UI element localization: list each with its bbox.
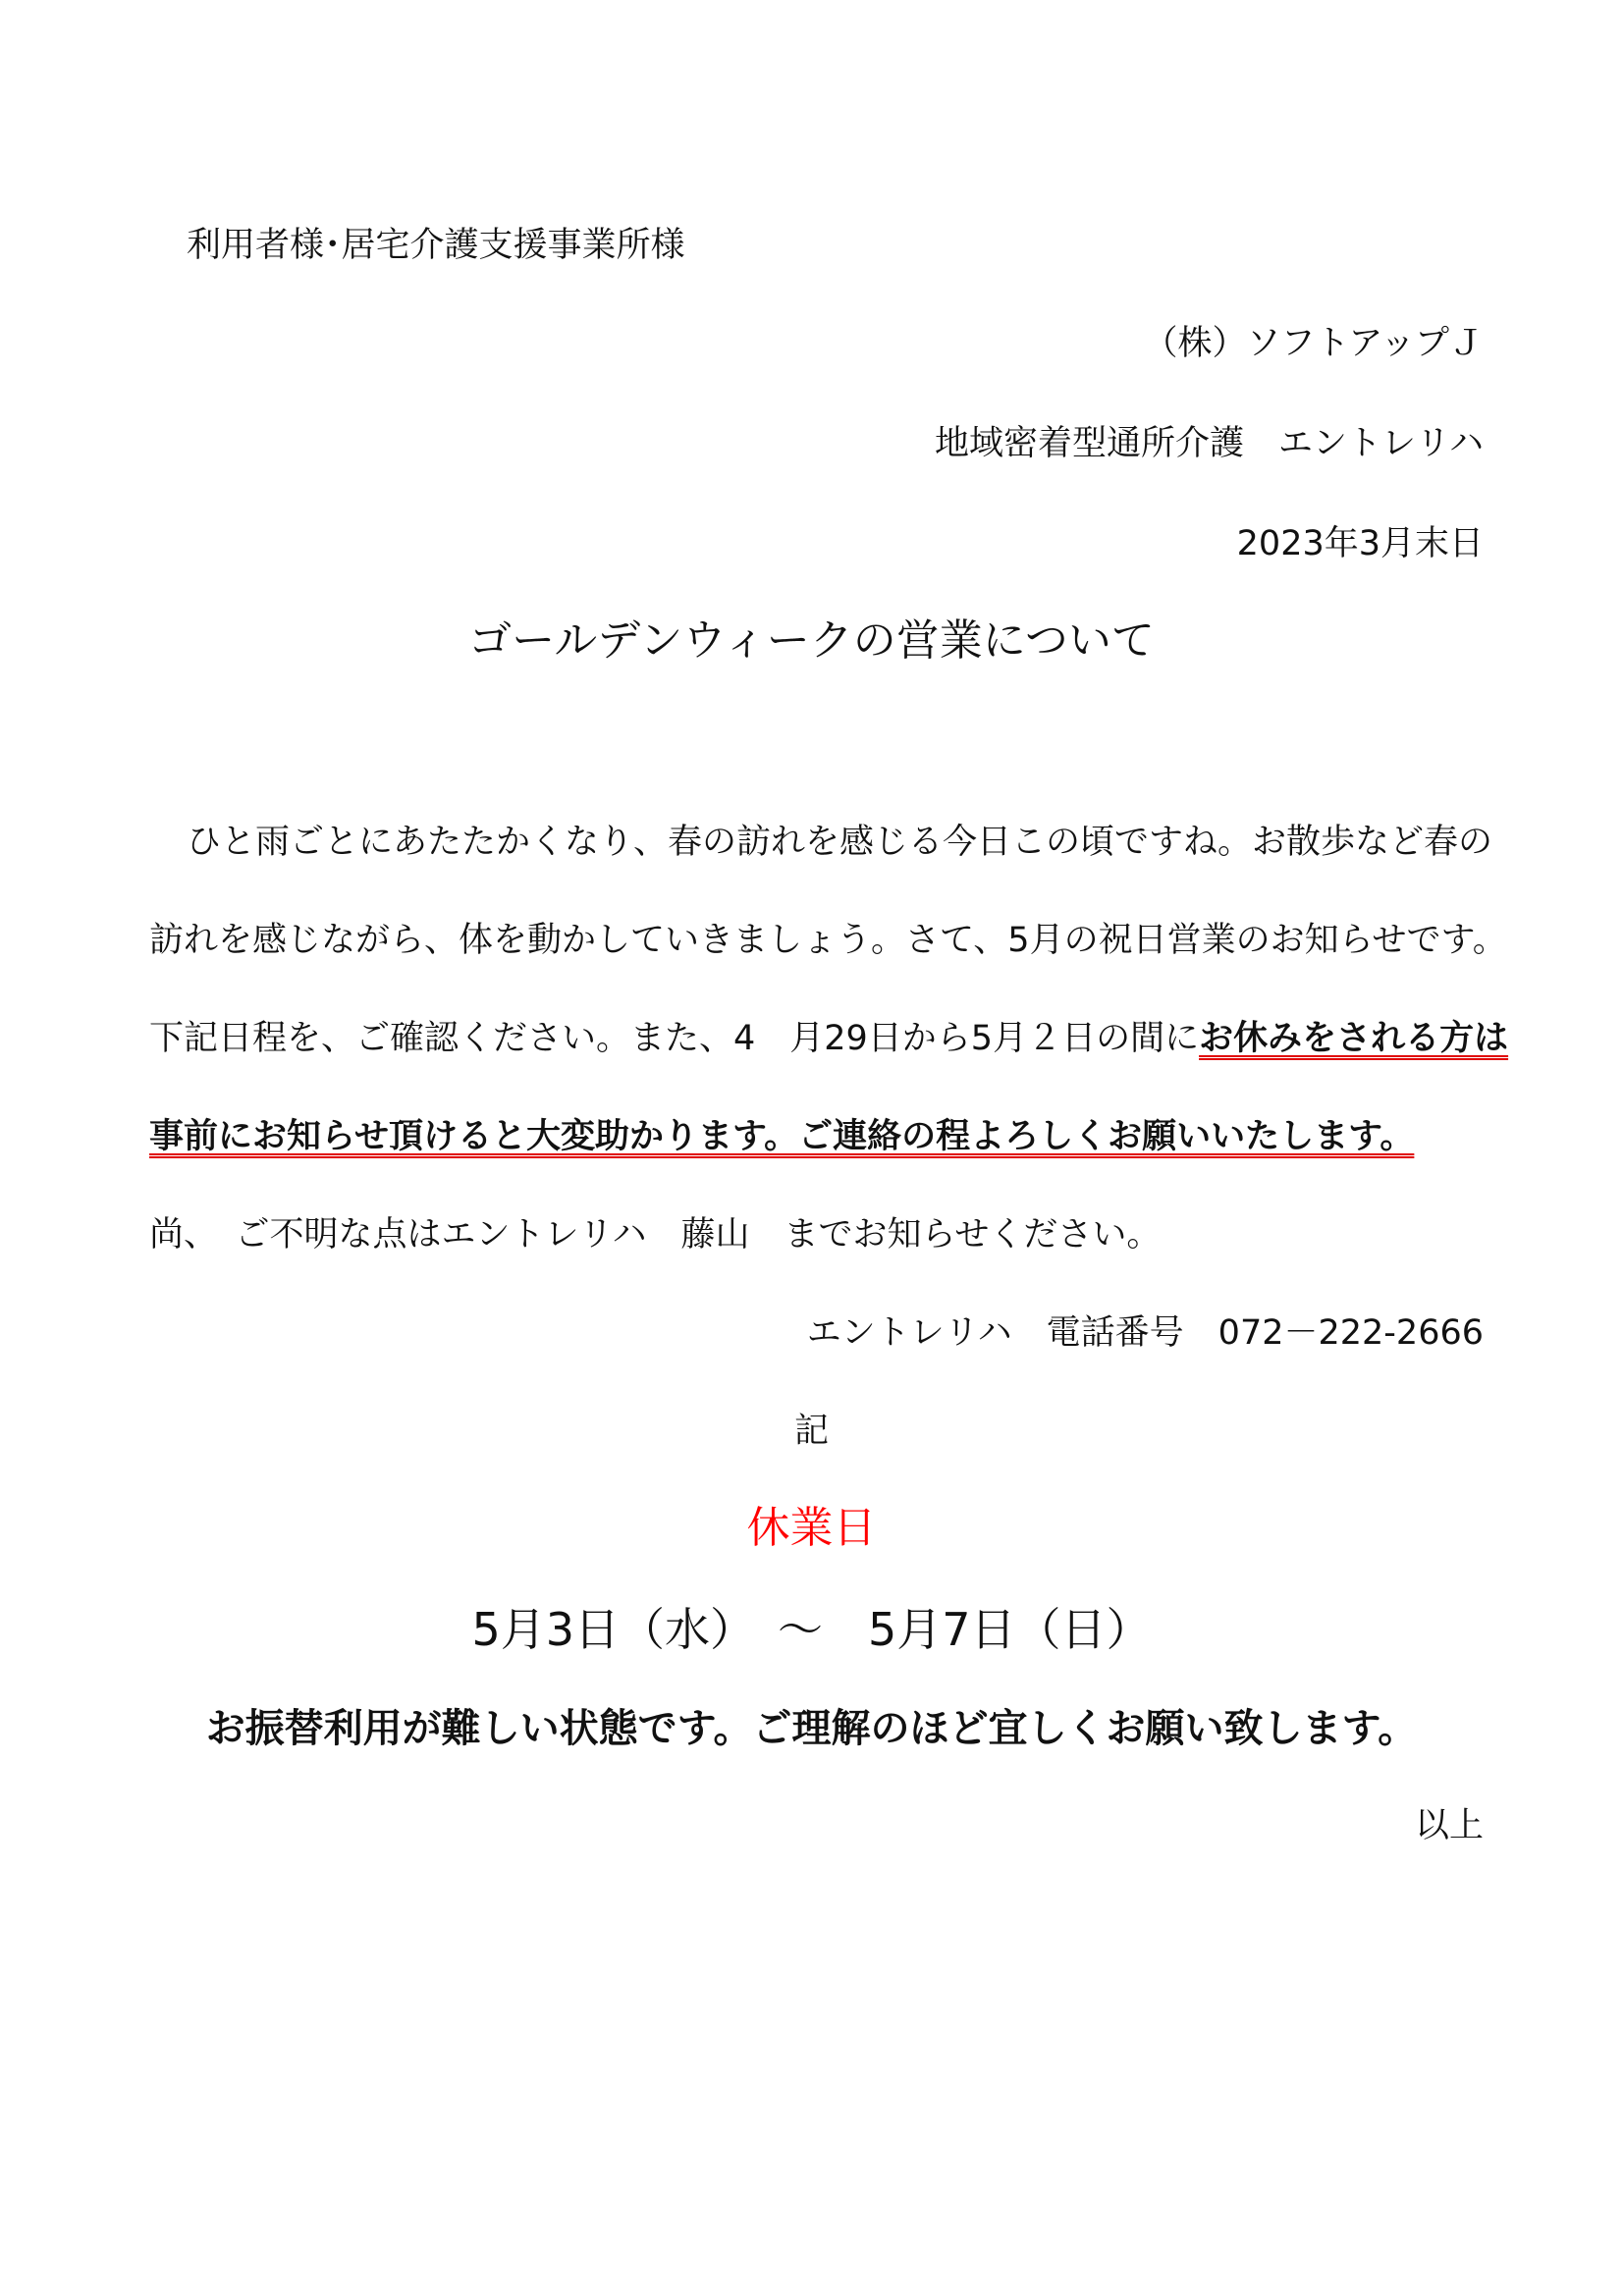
sender-company: （株）ソフトアップＪ <box>1143 324 1484 363</box>
page-title: ゴールデンウィークの営業について <box>468 615 1155 666</box>
emphasis-text-1: お休みをされる方は <box>1199 1019 1509 1058</box>
closing: 以上 <box>1414 1806 1484 1845</box>
body-line-4 <box>149 1113 1414 1160</box>
body-line-2: 訪れを感じながら、体を動かしていきましょう。さて、5月の祝日営業のお知らせです。 <box>149 921 1507 960</box>
sender-facility: 地域密着型通所介護 エントレリハ <box>935 424 1484 463</box>
body-line-5: 尚、 ご不明な点はエントレリハ 藤山 までお知らせください。 <box>149 1215 1162 1255</box>
holiday-dates: 5月3日（水） ～ 5月7日（日） <box>471 1603 1152 1656</box>
body-line-3 <box>149 1015 1508 1062</box>
body-line-1: ひと雨ごとにあたたかくなり、春の訪れを感じる今日この頃ですね。お散歩など春の <box>187 823 1493 862</box>
document-date: 2023年3月末日 <box>1236 524 1484 563</box>
holiday-notice: お振替利用が難しい状態です。ご理解のほど宜しくお願い致します。 <box>205 1706 1418 1751</box>
holiday-label: 休業日 <box>746 1503 877 1553</box>
contact-phone: エントレリハ 電話番号 072－222-2666 <box>806 1313 1484 1353</box>
body-line-3-text: 下記日程を、ご確認ください。また、4 月29日から5月２日の間に <box>149 1019 1200 1058</box>
emphasis-text-2: 事前にお知らせ頂けると大変助かります。ご連絡の程よろしくお願いいたします。 <box>149 1117 1415 1156</box>
ki-marker: 記 <box>793 1412 829 1451</box>
recipient: 利用者様･居宅介護支援事業所様 <box>187 226 685 265</box>
